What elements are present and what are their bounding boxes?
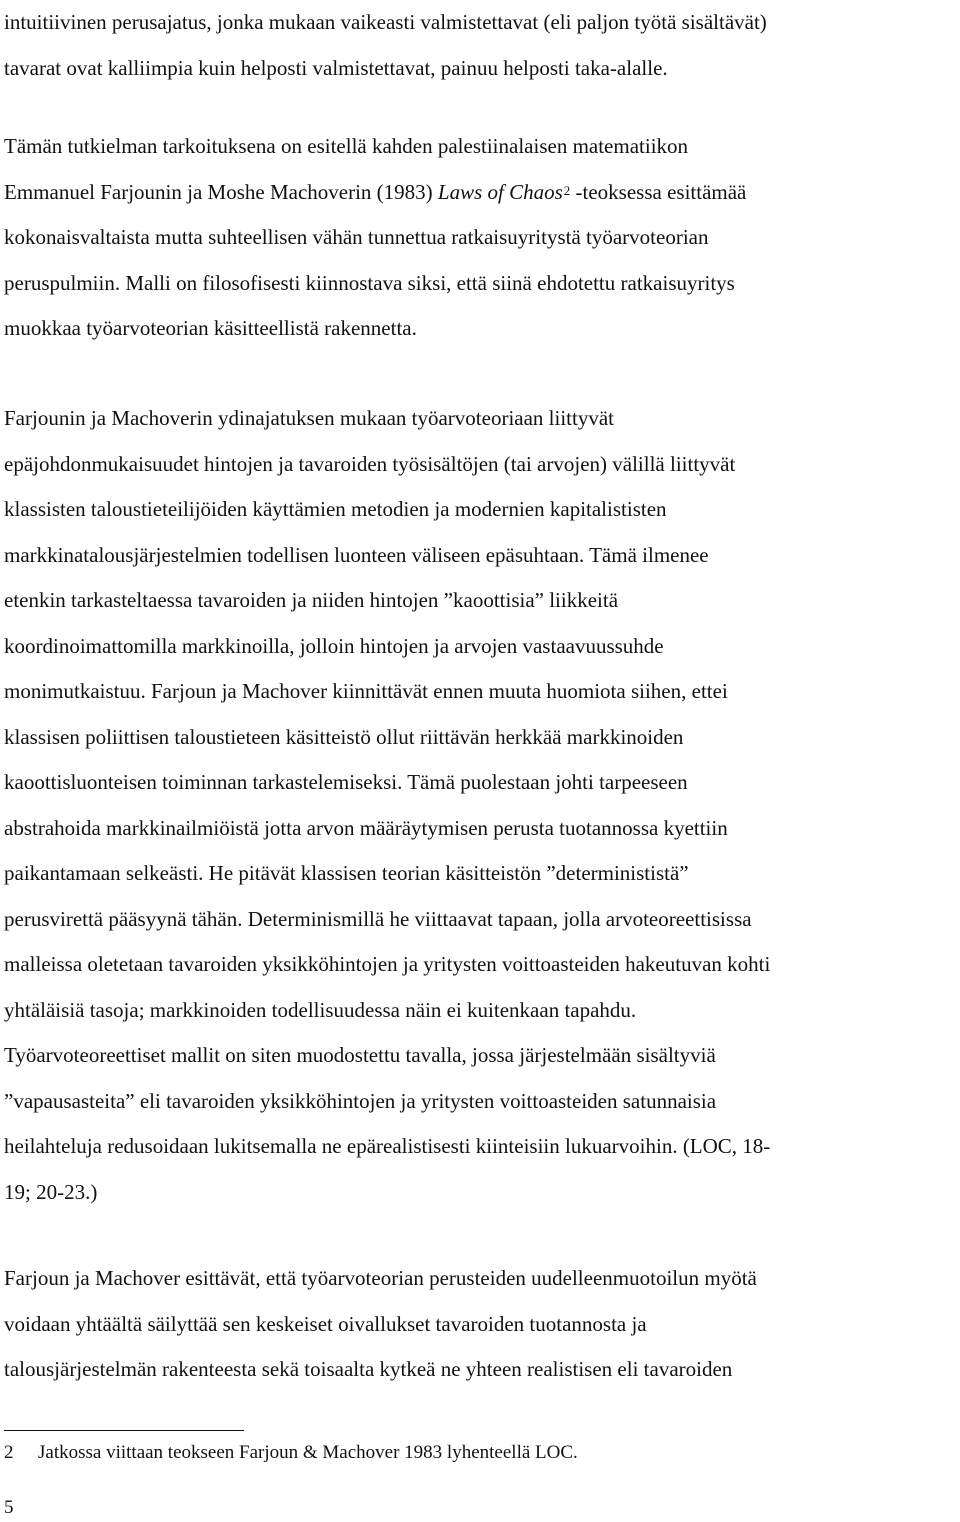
text-line: 19; 20-23.) [4, 1179, 98, 1204]
text-segment: -teoksessa esittämää [570, 179, 747, 204]
text-line: ”vapausasteita” eli tavaroiden yksikköhintojen ja yritysten voittoasteiden satunnaisia [4, 1088, 717, 1113]
text-line: markkinatalousjärjestelmien todellisen luonteen väliseen epäsuhtaan. Tämä ilmenee [4, 542, 709, 567]
text-line: tavarat ovat kalliimpia kuin helposti valmistettavat, painuu helposti taka-alalle. [4, 55, 668, 80]
paragraph-intro [4, 124, 956, 352]
text-line: heilahteluja redusoidaan lukitsemalla ne epärealistisesti kiinteisiin lukuarvoihin. (LOC, 18- [4, 1134, 771, 1158]
text-line: kokonaisvaltaista mutta suhteellisen vähän tunnettua ratkaisuyritystä työarvoteorian [4, 225, 709, 249]
book-title: Laws of Chaos [437, 179, 563, 204]
text-line: Farjoun ja Machover esittävät, että työarvoteorian perusteiden uudelleenmuotoilun myötä [4, 1266, 757, 1290]
text-line: klassisen poliittisen taloustieteen käsitteistö ollut riittävän herkkää markkinoiden [4, 724, 684, 749]
footnote [4, 1440, 956, 1466]
page-number: 5 [4, 1497, 14, 1518]
text-line: abstrahoida markkinailmiöistä jotta arvon määräytymisen perusta tuotannossa kyettiin [4, 815, 728, 840]
text-line: epäjohdonmukaisuudet hintojen ja tavaroiden työsisältöjen (tai arvojen) välillä liittyvät [4, 451, 736, 476]
text-line: talousjärjestelmän rakenteesta sekä toisaalta kytkeä ne yhteen realistisen eli tavaroiden [4, 1357, 733, 1381]
text-line: koordinoimattomilla markkinoilla, jolloin hintojen ja arvojen vastaavuussuhde [4, 633, 664, 658]
paragraph-closing [4, 1256, 956, 1393]
text-line: paikantamaan selkeästi. He pitävät klassisen teorian käsitteistön ”determinististä” [4, 861, 689, 885]
footnote-divider [4, 1430, 244, 1431]
text-line: malleissa oletetaan tavaroiden yksikköhintojen ja yritysten voittoasteiden hakeutuvan kohti [4, 952, 771, 976]
footnote-text: Jatkossa viittaan teokseen Farjoun & Machover 1983 lyhenteellä LOC. [38, 1442, 578, 1463]
footnote-reference: 2 [563, 182, 571, 198]
text-line: etenkin tarkasteltaessa tavaroiden ja niiden hintojen ”kaoottisia” liikkeitä [4, 588, 619, 612]
paragraph-continuation [4, 0, 956, 91]
footnote-number: 2 [4, 1442, 14, 1463]
paragraph-main [4, 396, 956, 1215]
text-line: Työarvoteoreettiset mallit on siten muodostettu tavalla, jossa järjestelmään sisältyviä [4, 1043, 716, 1067]
text-segment: Emmanuel Farjounin ja Moshe Machoverin (1983) [4, 179, 438, 204]
text-line: Tämän tutkielman tarkoituksena on esitellä kahden palestiinalaisen matematiikon [4, 134, 689, 158]
text-line: intuitiivinen perusajatus, jonka mukaan vaikeasti valmistettavat (eli paljon työtä sisältävät) [4, 10, 767, 34]
text-line-with-title [4, 170, 956, 216]
text-line: voidaan yhtäältä säilyttää sen keskeiset oivallukset tavaroiden tuotannosta ja [4, 1311, 647, 1336]
text-line: perusvirettä pääsyynä tähän. Determinismillä he viittaavat tapaan, jolla arvoteoreettisissa [4, 906, 752, 931]
text-line: muokkaa työarvoteorian käsitteellistä rakennetta. [4, 316, 417, 340]
text-line: monimutkaistuu. Farjoun ja Machover kiinnittävät ennen muuta huomiota siihen, ettei [4, 679, 728, 703]
text-line: yhtäläisiä tasoja; markkinoiden todellisuudessa näin ei kuitenkaan tapahdu. [4, 997, 637, 1022]
text-line: Farjounin ja Machoverin ydinajatuksen mukaan työarvoteoriaan liittyvät [4, 406, 614, 430]
text-line: kaoottisluonteisen toiminnan tarkastelemiseksi. Tämä puolestaan johti tarpeeseen [4, 770, 688, 794]
text-line: klassisten taloustieteilijöiden käyttämien metodien ja modernien kapitalististen [4, 497, 667, 521]
text-line: peruspulmiin. Malli on filosofisesti kiinnostava siksi, että siinä ehdotettu ratkaisuyritys [4, 270, 735, 295]
